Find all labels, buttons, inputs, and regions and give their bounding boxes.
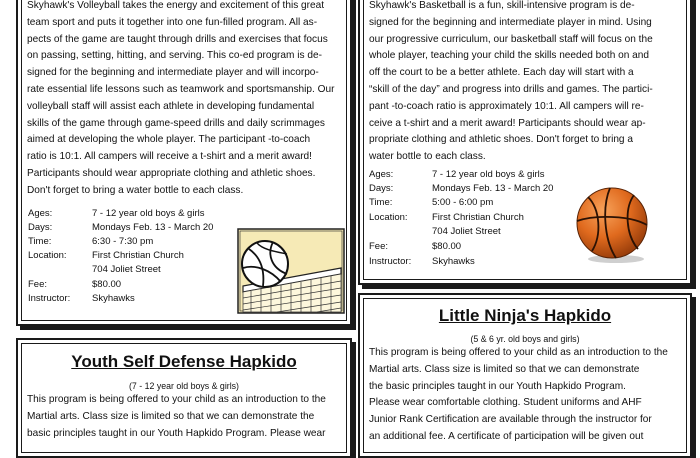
info-label: Days: xyxy=(28,222,53,233)
basketball-illustration xyxy=(574,185,654,265)
basketball-icon xyxy=(574,185,654,265)
basketball-line: ceive a t-shirt and a merit award! Participants should wear ap- xyxy=(369,117,646,129)
basketball-line: “skill of the day” and progress into drills and games. The partici- xyxy=(369,83,653,95)
info-label: Location: xyxy=(369,212,408,223)
section-title: Youth Self Defense Hapkido xyxy=(71,352,297,371)
volleyball-icon xyxy=(237,228,345,314)
ninja-inner-frame xyxy=(363,298,687,453)
info-label: Ages: xyxy=(28,208,53,219)
info-value: 5:00 - 6:00 pm xyxy=(432,197,494,208)
info-value: Skyhawks xyxy=(432,256,475,267)
volleyball-line: Participants should wear appropriate clothing and athletic shoes. xyxy=(27,167,316,179)
info-value: 7 - 12 year old boys & girls xyxy=(92,208,205,219)
basketball-section xyxy=(358,0,692,285)
volleyball-line: rate essential life lessons such as teamwork and sportsmanship. Our xyxy=(27,83,335,95)
info-value: 7 - 12 year old boys & girls xyxy=(432,169,545,180)
basketball-line: whole player, teaching your child the skills needed both on and xyxy=(369,50,650,62)
volleyball-net-illustration xyxy=(237,228,345,314)
basketball-line: water bottle to each class. xyxy=(369,151,486,163)
ninja-line: Please wear comfortable clothing. Student uniforms and AHF xyxy=(369,397,642,409)
info-value: First Christian Church xyxy=(92,250,184,261)
volleyball-line: skills of the game through game-speed drills and daily scrimmages xyxy=(27,117,325,129)
volleyball-info-table xyxy=(28,208,228,308)
info-value: $80.00 xyxy=(92,279,122,290)
info-label: Ages: xyxy=(369,169,394,180)
ninja-line: Junior Rank Certification are available through the instructor for xyxy=(369,414,652,426)
section-subtitle: (7 - 12 year old boys & girls) xyxy=(128,381,239,391)
info-value: $80.00 xyxy=(432,241,462,252)
volleyball-line: Skyhawk's Volleyball takes the energy and excitement of this great xyxy=(27,0,325,11)
basketball-line: propriate clothing and athletic shoes. Don't forget to bring a xyxy=(369,134,633,146)
self-defense-description xyxy=(27,392,326,442)
basketball-inner-frame xyxy=(363,0,687,280)
ninja-line: This program is being offered to your child as an introduction to the xyxy=(369,347,668,358)
volleyball-line: ratio is 10:1. All campers will receive a t-shirt and a merit award! xyxy=(27,151,312,163)
info-value: Mondays Feb. 13 - March 20 xyxy=(432,183,554,194)
self-defense-line: Martial arts. Class size is limited so that we can demonstrate the xyxy=(27,410,315,422)
section-subtitle: (5 & 6 yr. old boys and girls) xyxy=(470,334,580,344)
volleyball-line: pects of the game are taught through drills and exercises that focus xyxy=(27,33,328,45)
basketball-info-table xyxy=(369,169,569,269)
info-value: Mondays Feb. 13 - March 20 xyxy=(92,222,214,233)
volleyball-line: signed for the beginning and intermediate player and will incorpo- xyxy=(27,67,319,79)
volleyball-inner-frame xyxy=(21,0,347,321)
basketball-description xyxy=(369,0,653,166)
volleyball-line: aimed at developing the whole player. The participant -to-coach xyxy=(27,134,311,146)
ninja-description xyxy=(369,345,668,446)
basketball-line: signed for the beginning and intermediate player in mind. Using xyxy=(369,16,652,28)
info-label: Fee: xyxy=(369,241,389,252)
info-value: Skyhawks xyxy=(92,293,135,304)
info-label: Instructor: xyxy=(369,256,412,267)
info-label: Time: xyxy=(28,236,52,247)
info-label: Location: xyxy=(28,250,67,261)
self-defense-inner-frame xyxy=(21,343,347,453)
info-value: 6:30 - 7:30 pm xyxy=(92,236,154,247)
self-defense-line: basic principles taught in our Youth Hapkido Program. Please wear xyxy=(27,427,326,439)
info-label: Time: xyxy=(369,197,393,208)
volleyball-line: on passing, setting, hitting, and serving. This co-ed program is de- xyxy=(27,50,322,62)
info-label: Days: xyxy=(369,183,394,194)
ninja-section xyxy=(358,293,692,458)
volleyball-line: team sport and puts it together into one fun-filled program. All as- xyxy=(27,16,318,28)
volleyball-section xyxy=(16,0,352,326)
ninja-line: an additional fee. A certificate of participation will be given out xyxy=(369,430,644,442)
info-value: 704 Joliet Street xyxy=(432,226,501,237)
info-value: First Christian Church xyxy=(432,212,524,223)
info-label: Instructor: xyxy=(28,293,71,304)
basketball-line: our progressive curriculum, our basketball staff will focus on the xyxy=(369,33,653,45)
ninja-line: the basic principles taught in our Youth Hapkido Program. xyxy=(369,380,626,392)
info-label: Fee: xyxy=(28,279,48,290)
volleyball-description xyxy=(27,0,334,200)
basketball-line: pant -to-coach ratio is approximately 10:1. All campers will re- xyxy=(369,100,644,112)
basketball-line: off the court to be a better athlete. Each day will start with a xyxy=(369,67,634,79)
volleyball-line: volleyball staff will assist each athlete in developing fundamental xyxy=(27,100,315,112)
basketball-line: Skyhawk's Basketball is a fun, skill-intensive program is de- xyxy=(369,0,635,11)
self-defense-line: This program is being offered to your child as an introduction to the xyxy=(27,394,326,405)
ninja-line: Martial arts. Class size is limited so that we can demonstrate xyxy=(369,363,640,375)
info-value: 704 Joliet Street xyxy=(92,264,161,275)
section-title: Little Ninja's Hapkido xyxy=(438,306,612,325)
volleyball-line: Don't forget to bring a water bottle to each class. xyxy=(27,184,244,196)
self-defense-section xyxy=(16,338,352,458)
